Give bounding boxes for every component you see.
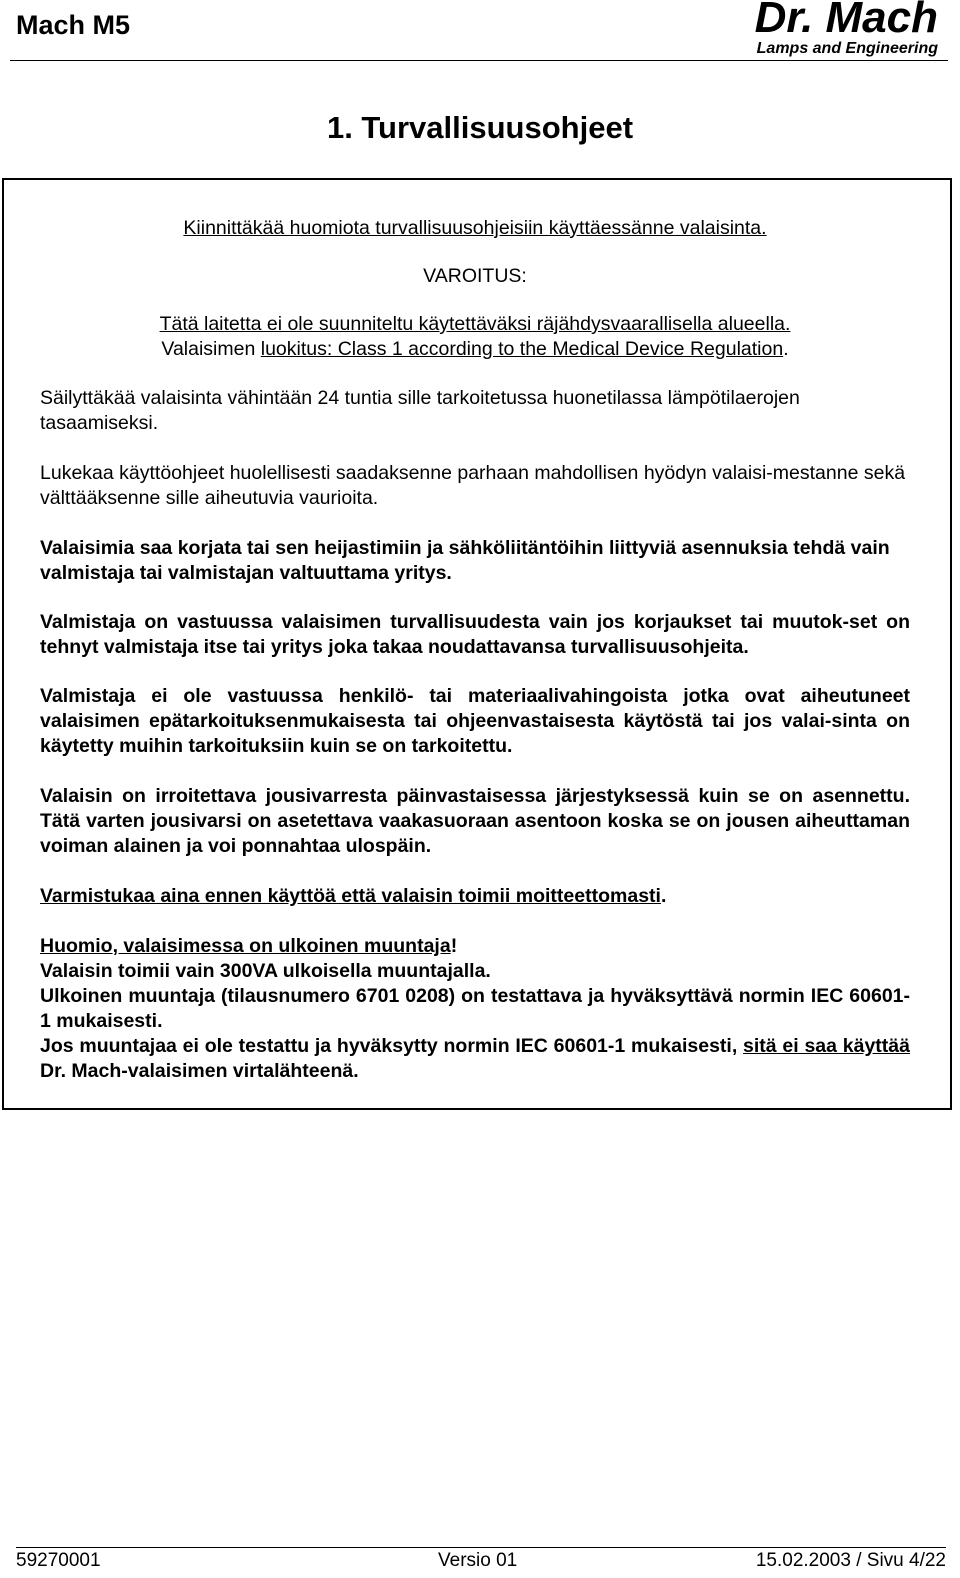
warning-line-2-prefix: Valaisimen: [161, 338, 261, 360]
paragraph-liability: Valmistaja ei ole vastuussa henkilö- tai materiaalivahingoista jotka ovat aiheutuneet valaisimen epätarkoituksenmukaisesta tai ohjeenvastaisesta käytöstä tai jos valai-sinta on käytetty muihin tarkoituksiin kuin se on tarkoitettu.: [40, 685, 910, 757]
paragraph-check-function: [40, 884, 910, 909]
transformer-warning-suffix: Dr. Mach-valaisimen virtalähteenä.: [40, 1060, 359, 1082]
paragraph-removal: Valaisin on irroitettava jousivarresta päinvastaisessa järjestyksessä kuin se on asennettu. Tätä varten jousivarsi on asetettava vaakasuoraan asentoon koska se on jousen aiheuttaman voiman alainen ja voi ponnahtaa ulospäin.: [40, 785, 910, 857]
date-and-page: 15.02.2003 / Sivu 4/22: [755, 1550, 946, 1571]
product-name: Mach M5: [16, 10, 131, 40]
warning-line-1: Tätä laitetta ei ole suunniteltu käytettäväksi räjähdysvaarallisella alueella.: [159, 313, 791, 335]
transformer-warning: [40, 1034, 910, 1084]
warning-text: [40, 312, 910, 362]
transformer-notice: [40, 934, 910, 959]
transformer-order-number: Ulkoinen muuntaja (tilausnumero 6701 0208) on testattava ja hyväksyttävä normin IEC 60601-1 mukaisesti.: [40, 985, 910, 1032]
safety-box: [2, 178, 952, 1110]
section-title: 1. Turvallisuusohjeet: [326, 110, 634, 145]
page-footer: [16, 1547, 946, 1578]
brand-name: Dr. Mach: [754, 0, 938, 42]
transformer-notice-text: Huomio, valaisimessa on ulkoinen muuntaja: [40, 935, 451, 957]
warning-line-2: [40, 337, 910, 362]
warning-line-2-classification: luokitus: Class 1 according to the Medical Device Regulation: [260, 338, 784, 360]
transformer-notice-suffix: !: [450, 935, 458, 957]
document-version: Versio 01: [438, 1550, 518, 1571]
paragraph-repairs: Valaisimia saa korjata tai sen heijastimiin ja sähköliitäntöihin liittyviä asennuksia tehdä vain valmistaja tai valmistajan valtuuttama yritys.: [40, 537, 890, 584]
paragraph-read-manual: Lukekaa käyttöohjeet huolellisesti saadaksenne parhaan mahdollisen hyödyn valaisi-mestanne sekä välttääksenne sille aiheutuvia vaurioita.: [40, 462, 906, 509]
attention-notice: Kiinnittäkää huomiota turvallisuusohjeisiin käyttäessänne valaisinta.: [183, 217, 767, 239]
check-function-text: Varmistukaa aina ennen käyttöä että valaisin toimii moitteettomasti: [40, 885, 661, 907]
check-function-suffix: .: [660, 885, 667, 907]
paragraph-transformer: [40, 934, 910, 1084]
paragraph-storage: Säilyttäkää valaisinta vähintään 24 tuntia sille tarkoitetussa huonetilassa lämpötilaerojen tasaamiseksi.: [40, 387, 800, 434]
brand-logo: [755, 0, 938, 58]
transformer-warning-prefix: Jos muuntajaa ei ole testattu ja hyväksytty normin IEC 60601-1 mukaisesti,: [40, 1035, 744, 1057]
paragraph-manufacturer-responsibility: Valmistaja on vastuussa valaisimen turvallisuudesta vain jos korjaukset tai muutok-set on tehnyt valmistaja itse tai yritys joka takaa noudattavansa turvallisuusohjeita.: [40, 611, 910, 658]
header-divider: [10, 60, 948, 61]
document-number: 59270001: [16, 1550, 101, 1571]
warning-line-2-suffix: .: [783, 338, 789, 360]
page-header: [0, 0, 960, 62]
transformer-warning-emphasis: sitä ei saa käyttää: [743, 1035, 910, 1057]
warning-title: VAROITUS:: [423, 265, 527, 287]
brand-tagline: Lamps and Engineering: [756, 40, 938, 57]
transformer-rating: Valaisin toimii vain 300VA ulkoisella muuntajalla.: [40, 960, 491, 982]
